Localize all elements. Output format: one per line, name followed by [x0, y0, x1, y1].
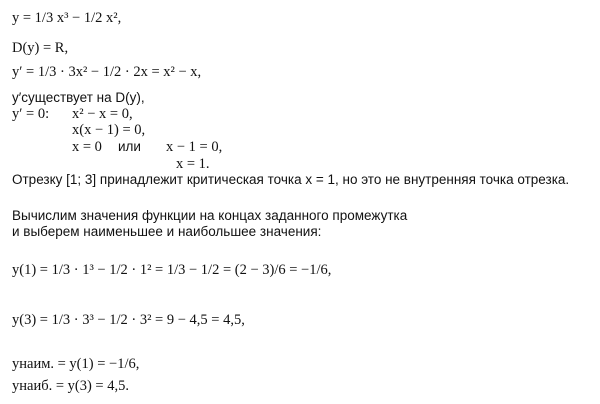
line-root-zero: x = 0 [72, 139, 102, 155]
line-domain: D(y) = R, [12, 40, 69, 56]
line-derivative: y′ = 1/3 · 3x² − 1/2 · 2x = x² − x, [12, 64, 202, 80]
line-interval-note: Отрезку [1; 3] принадлежит критическая точка x = 1, но это не внутренняя точка отрезка. [12, 172, 570, 187]
line-root-equation: x − 1 = 0, [166, 139, 223, 155]
line-choose-extrema: и выберем наименьшее и наибольшее значения: [12, 224, 322, 239]
line-root-one: x = 1. [176, 156, 210, 172]
line-critical-condition: y′ = 0: [12, 106, 50, 122]
line-value-at-3: y(3) = 1/3 · 3³ − 1/2 · 3² = 9 − 4,5 = 4,5, [12, 312, 245, 328]
line-function: y = 1/3 x³ − 1/2 x², [12, 10, 122, 26]
line-max-value: yнаиб. = y(3) = 4,5. [12, 378, 129, 394]
line-compute-ends: Вычислим значения функции на концах заданного промежутка [12, 208, 408, 223]
line-derivative-exists: y′существует на D(y), [12, 90, 145, 105]
line-min-value: yнаим. = y(1) = −1/6, [12, 356, 140, 372]
line-or: или [118, 139, 141, 154]
line-equation: x² − x = 0, [72, 106, 133, 122]
line-factored: x(x − 1) = 0, [72, 122, 146, 138]
line-value-at-1: y(1) = 1/3 · 1³ − 1/2 · 1² = 1/3 − 1/2 = (2 − 3)/6 = −1/6, [12, 262, 332, 278]
